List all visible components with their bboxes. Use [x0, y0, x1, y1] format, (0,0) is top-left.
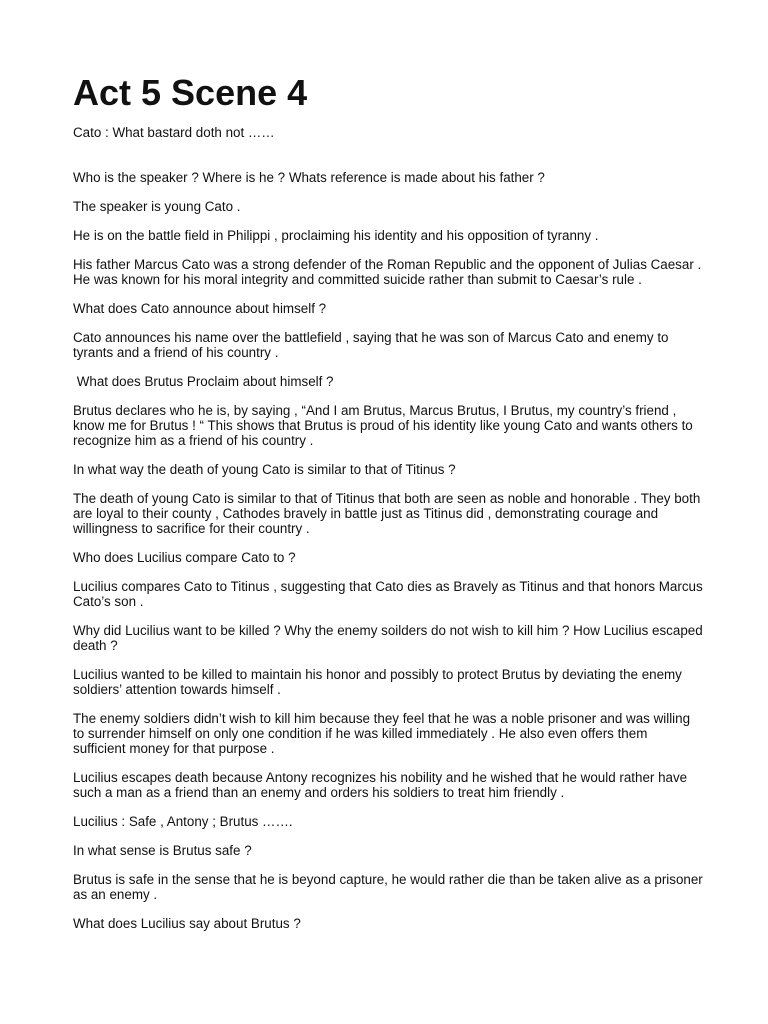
answer: The enemy soldiers didn’t wish to kill him because they feel that he was a noble prisoner and was willing to surrender himself on only one condition if he was killed immediately . He also even offers them sufficient money for that purpose .	[73, 711, 694, 756]
question: What does Lucilius say about Brutus ?	[73, 916, 301, 931]
question: Who does Lucilius compare Cato to ?	[73, 550, 296, 565]
answer: Brutus is safe in the sense that he is beyond capture, he would rather die than be taken alive as a prisoner as an enemy .	[73, 872, 707, 902]
question: In what sense is Brutus safe ?	[73, 843, 252, 858]
page-title: Act 5 Scene 4	[73, 72, 308, 113]
document-body	[73, 125, 707, 931]
quote-line: Cato : What bastard doth not ……	[73, 125, 275, 140]
quote-line: Lucilius : Safe , Antony ; Brutus …….	[73, 814, 293, 829]
answer: His father Marcus Cato was a strong defender of the Roman Republic and the opponent of Julias Caesar . He was known for his moral integrity and committed suicide rather than submit to Caesar’s rule .	[73, 257, 705, 287]
answer: Cato announces his name over the battlefield , saying that he was son of Marcus Cato and enemy to tyrants and a friend of his country .	[73, 330, 673, 360]
answer: He is on the battle field in Philippi , proclaiming his identity and his opposition of tyranny .	[73, 228, 599, 243]
question: What does Cato announce about himself ?	[73, 301, 327, 316]
answer: The death of young Cato is similar to that of Titinus that both are seen as noble and honorable . They both are loyal to their county , Cathodes bravely in battle just as Titinus did , demonstrating courage and willingness to sacrifice for their country .	[73, 491, 705, 536]
answer: Brutus declares who he is, by saying , “And I am Brutus, Marcus Brutus, I Brutus, my country’s friend , know me for Brutus ! “ This shows that Brutus is proud of his identity like young Cato and wants others to recognize him as a friend of his country .	[73, 403, 697, 448]
question: Who is the speaker ? Where is he ? Whats reference is made about his father ?	[73, 170, 545, 185]
question: Why did Lucilius want to be killed ? Why the enemy soilders do not wish to kill him ? How Lucilius escaped death ?	[73, 623, 707, 653]
answer: Lucilius compares Cato to Titinus , suggesting that Cato dies as Bravely as Titinus and that honors Marcus Cato’s son .	[73, 579, 707, 609]
answer: Lucilius escapes death because Antony recognizes his nobility and he wished that he would rather have such a man as a friend than an enemy and orders his soldiers to treat him friendly .	[73, 770, 691, 800]
answer: The speaker is young Cato .	[73, 199, 241, 214]
question: What does Brutus Proclaim about himself ?	[73, 374, 334, 389]
question: In what way the death of young Cato is similar to that of Titinus ?	[73, 462, 456, 477]
answer: Lucilius wanted to be killed to maintain his honor and possibly to protect Brutus by deviating the enemy soldiers’ attention towards himself .	[73, 667, 686, 697]
document-page	[73, 70, 707, 945]
